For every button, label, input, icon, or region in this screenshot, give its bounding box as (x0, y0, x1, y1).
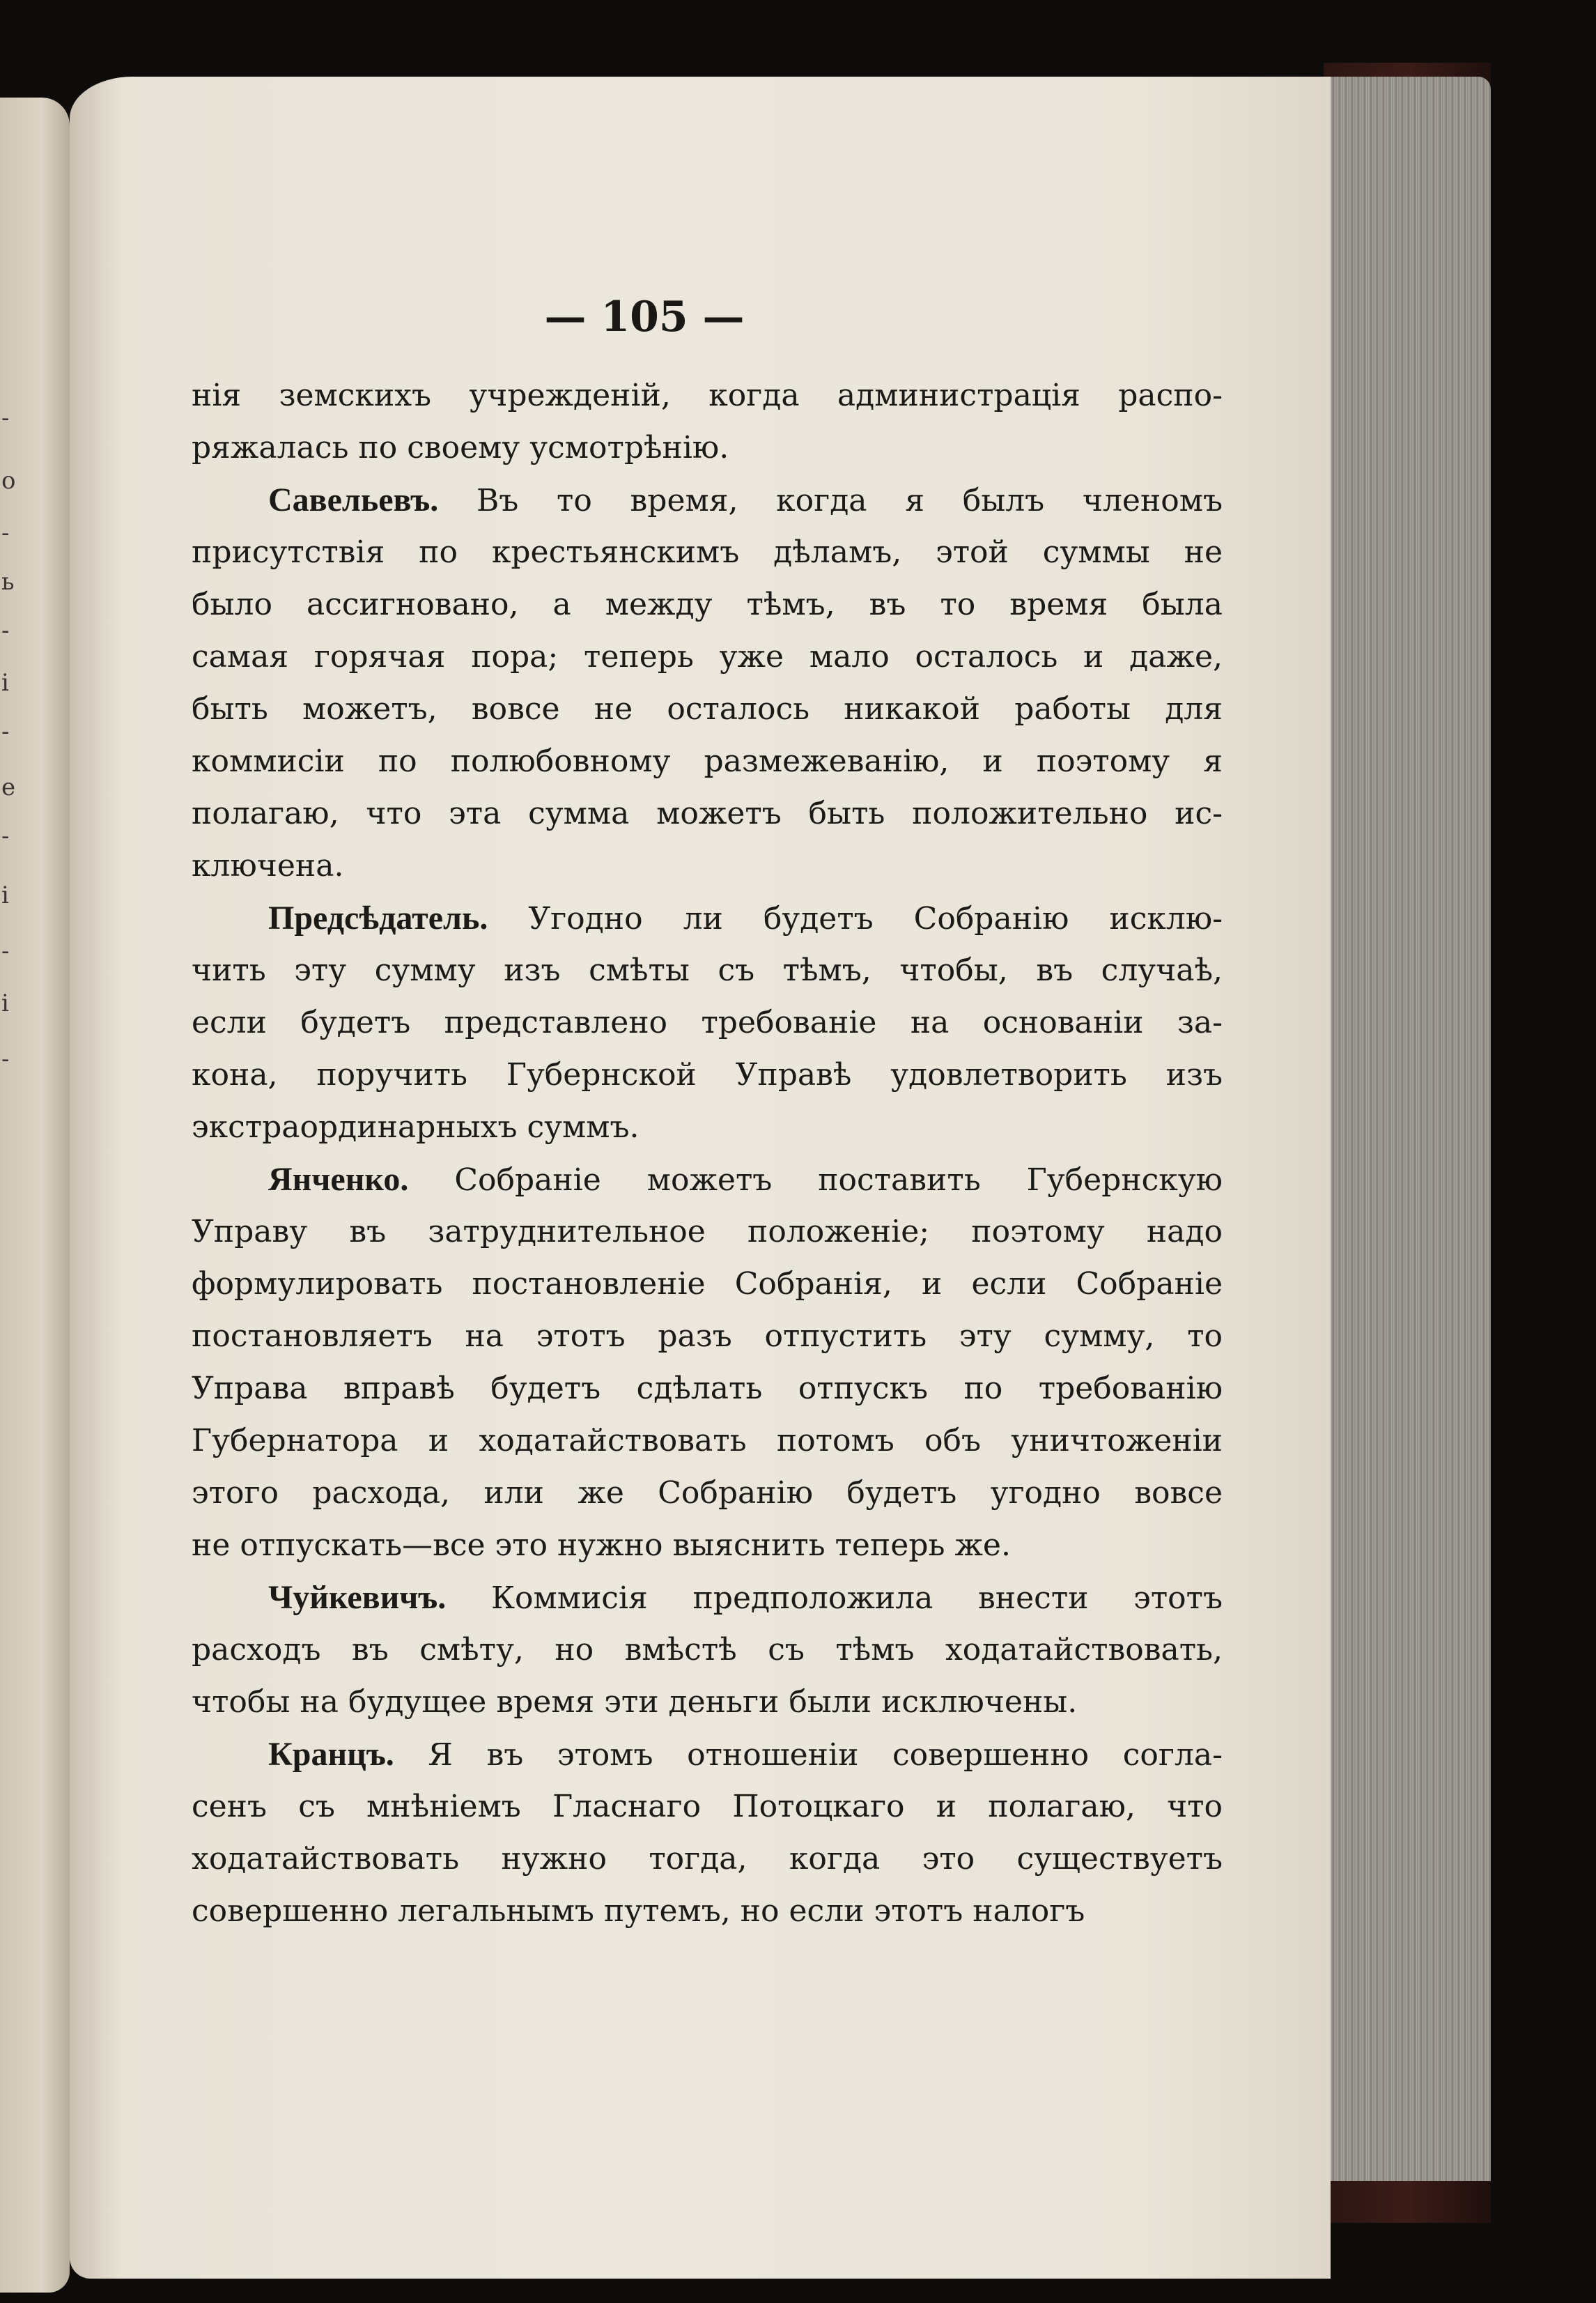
speaker-name: Кранцъ. (268, 1736, 394, 1773)
left-page-mark: - (1, 937, 10, 965)
left-page-mark: е (1, 773, 16, 801)
book-page (70, 77, 1331, 2279)
left-page-mark: - (1, 404, 10, 432)
text-line: полагаю, что эта сумма можетъ быть положительно ис- (192, 796, 1223, 831)
text-line (192, 1728, 1223, 1780)
speaker-name: Янченко. (268, 1161, 409, 1198)
text-line (192, 1153, 1223, 1206)
text-line: чтобы на будущее время эти деньги были исключены. (192, 1684, 1078, 1720)
text-line: нія земскихъ учрежденій, когда администрація распо- (192, 378, 1223, 413)
text-line: экстраординарныхъ суммъ. (192, 1109, 640, 1145)
text-line: коммисіи по полюбовному размежеванію, и поэтому я (192, 744, 1223, 779)
speaker-name: Предсѣдатель. (268, 900, 488, 937)
speech-text: Въ то время, когда я былъ членомъ (476, 483, 1223, 518)
left-page-mark: і (1, 881, 9, 909)
speaker-name: Чуйкевичъ. (268, 1579, 447, 1616)
speaker-name: Савельевъ. (268, 482, 439, 518)
text-line: самая горячая пора; теперь уже мало осталось и даже, (192, 639, 1223, 675)
text-line: ряжалась по своему усмотрѣнію. (192, 430, 729, 465)
left-page-mark: ь (1, 568, 15, 596)
page-number: — 105 — (544, 293, 745, 341)
text-line: если будетъ представлено требованіе на основаніи за- (192, 1005, 1223, 1040)
text-line: расходъ въ смѣту, но вмѣстѣ съ тѣмъ ходатайствовать, (192, 1632, 1223, 1667)
text-line: не отпускать—все это нужно выяснить теперь же. (192, 1527, 1011, 1563)
text-line: совершенно легальнымъ путемъ, но если этотъ налогъ (192, 1893, 1085, 1929)
page-text (192, 369, 1223, 1937)
text-line: сенъ съ мнѣніемъ Гласнаго Потоцкаго и полагаю, что (192, 1789, 1223, 1824)
left-page-mark: - (1, 617, 10, 645)
text-line: было ассигновано, а между тѣмъ, въ то время была (192, 587, 1223, 622)
left-page-mark: - (1, 519, 10, 547)
text-line: присутствія по крестьянскимъ дѣламъ, этой суммы не (192, 534, 1223, 570)
text-line (192, 1571, 1223, 1624)
text-line: Губернатора и ходатайствовать потомъ объ уничтоженіи (192, 1423, 1223, 1458)
text-line: формулировать постановленіе Собранія, и если Собраніе (192, 1266, 1223, 1302)
left-page-mark: о (1, 467, 16, 495)
text-line: постановляетъ на этотъ разъ отпустить эту сумму, то (192, 1318, 1223, 1354)
speech-text: Я въ этомъ отношеніи совершенно согла- (428, 1737, 1223, 1773)
previous-page-edge (0, 98, 70, 2293)
text-line: Управу въ затруднительное положеніе; поэтому надо (192, 1214, 1223, 1249)
text-line: быть можетъ, вовсе не осталось никакой работы для (192, 691, 1223, 727)
page-block-edges (1317, 77, 1491, 2181)
speech-text: Угодно ли будетъ Собранію исклю- (528, 901, 1223, 937)
text-line: этого расхода, или же Собранію будетъ угодно вовсе (192, 1475, 1223, 1511)
speech-text: Коммисія предположила внести этотъ (490, 1580, 1223, 1616)
text-line: чить эту сумму изъ смѣты съ тѣмъ, чтобы, въ случаѣ, (192, 953, 1223, 988)
text-line (192, 474, 1223, 526)
speech-text: Собраніе можетъ поставить Губернскую (454, 1162, 1223, 1198)
left-page-mark: і (1, 669, 9, 697)
text-line: кона, поручить Губернской Управѣ удовлетворить изъ (192, 1057, 1223, 1093)
text-line (192, 892, 1223, 944)
left-page-mark: - (1, 822, 10, 850)
left-page-mark: і (1, 989, 9, 1017)
left-page-mark: - (1, 718, 10, 746)
left-page-mark: - (1, 1045, 10, 1073)
text-line: ходатайствовать нужно тогда, когда это существуетъ (192, 1841, 1223, 1877)
text-line: Управа вправѣ будетъ сдѣлать отпускъ по требованію (192, 1371, 1223, 1406)
text-line: ключена. (192, 848, 344, 884)
